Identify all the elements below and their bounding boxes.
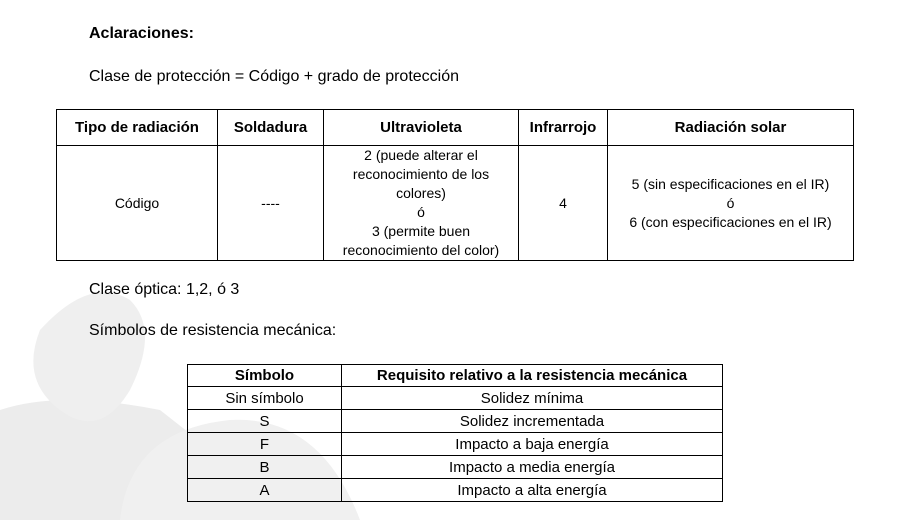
header-requirement: Requisito relativo a la resistencia mecánica: [342, 365, 723, 387]
cell-code-label: Código: [57, 146, 218, 261]
radiation-table-header: [57, 110, 854, 146]
table-row: [188, 479, 723, 502]
header-radiation-type: Tipo de radiación: [57, 110, 218, 146]
cell-symbol: B: [188, 456, 342, 479]
symbol-table-header: [188, 365, 723, 387]
cell-ultraviolet: 2 (puede alterar el reconocimiento de los colores) ó 3 (permite buen reconocimiento del color): [324, 146, 519, 261]
cell-symbol: A: [188, 479, 342, 502]
cell-symbol: S: [188, 410, 342, 433]
table-row: [57, 146, 854, 261]
cell-welding: ----: [218, 146, 324, 261]
table-row: [188, 410, 723, 433]
header-symbol: Símbolo: [188, 365, 342, 387]
cell-requirement: Impacto a baja energía: [342, 433, 723, 456]
table-row: [188, 456, 723, 479]
cell-solar-radiation: 5 (sin especificaciones en el IR) ó 6 (con especificaciones en el IR): [608, 146, 854, 261]
cell-infrared: 4: [519, 146, 608, 261]
mechanical-symbols-text: Símbolos de resistencia mecánica:: [89, 322, 337, 339]
section-heading: Aclaraciones:: [89, 25, 194, 42]
header-solar-radiation: Radiación solar: [608, 110, 854, 146]
protection-class-text: Clase de protección = Código + grado de protección: [89, 68, 460, 85]
cell-requirement: Solidez mínima: [342, 387, 723, 410]
table-row: [188, 433, 723, 456]
cell-symbol: F: [188, 433, 342, 456]
symbol-table: [187, 364, 723, 502]
header-ultraviolet: Ultravioleta: [324, 110, 519, 146]
optical-class-text: Clase óptica: 1,2, ó 3: [89, 281, 240, 298]
header-infrared: Infrarrojo: [519, 110, 608, 146]
radiation-table: [56, 109, 854, 261]
header-welding: Soldadura: [218, 110, 324, 146]
cell-requirement: Impacto a media energía: [342, 456, 723, 479]
cell-symbol: Sin símbolo: [188, 387, 342, 410]
table-row: [188, 387, 723, 410]
cell-requirement: Solidez incrementada: [342, 410, 723, 433]
cell-requirement: Impacto a alta energía: [342, 479, 723, 502]
